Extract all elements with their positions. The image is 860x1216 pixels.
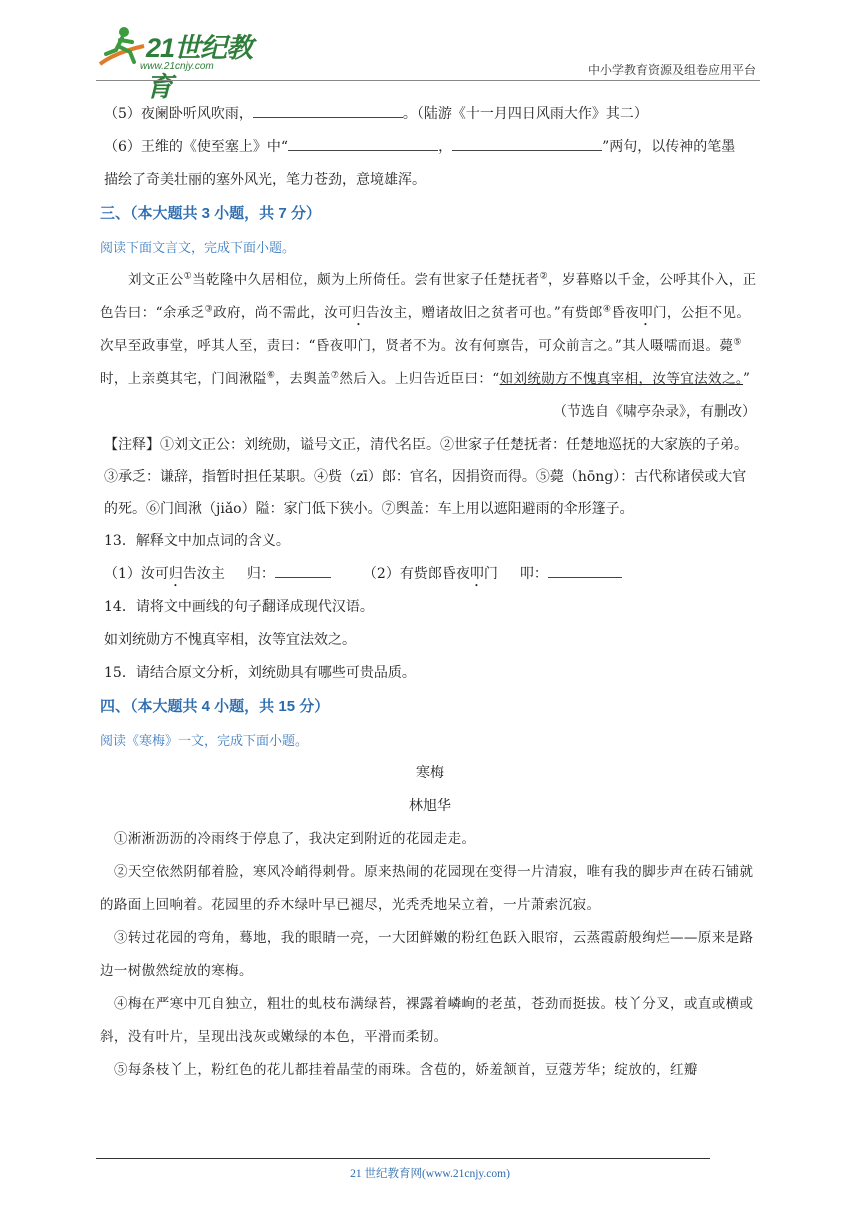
note-mark: ④: [602, 304, 612, 315]
q13b-text: 门: [483, 566, 498, 582]
footer-divider: [96, 1158, 710, 1159]
article-paragraph-3: ③转过花园的弯角，蓦地，我的眼睛一亮，一大团鲜嫩的粉红色跃入眼帘，云蒸霞蔚般绚烂——原来是路边一树傲然绽放的寒梅。: [100, 930, 754, 979]
note-mark: ⑥: [266, 370, 276, 381]
header-divider: [96, 80, 760, 81]
question-5-line: [100, 98, 760, 131]
q13a-text: （1）汝可: [104, 566, 169, 582]
underlined-sentence: 如刘统勋方不愧真宰相，汝等宜法效之。: [499, 371, 744, 387]
passage-text: 告汝主，赠诸故旧之贫者可也。”有赀郎: [365, 305, 603, 321]
note-mark: ⑦: [330, 370, 340, 381]
logo-text: 21世纪教育: [146, 33, 253, 102]
article-paragraph-5: ⑤每条枝丫上，粉红色的花儿都挂着晶莹的雨珠。含苞的，娇羞颔首，豆蔻芳华；绽放的，红瓣: [114, 1062, 698, 1078]
note-mark: ⑤: [733, 337, 742, 348]
q13b-text: （2）有赀郎昏夜: [362, 566, 470, 582]
question-6-line: [100, 131, 760, 164]
passage-text: ，岁暮赂以千金，公呼其仆入，正色告曰：“余承乏: [100, 272, 757, 321]
question-14: 14．请将文中画线的句子翻译成现代汉语。: [104, 599, 374, 615]
q5-source: 。（陆游《十一月四日风雨大作》其二）: [402, 106, 648, 122]
question-15: 15．请结合原文分析，刘统勋具有哪些可贵品质。: [104, 665, 416, 681]
document-body: [100, 98, 760, 1087]
passage-text: ”: [743, 371, 751, 387]
passage-text: 刘文正公: [128, 272, 184, 288]
question-6-line-2: 描绘了奇美壮丽的塞外风光，笔力苍劲，意境雄浑。: [104, 172, 426, 188]
passage-text: 政府，尚不需此，汝可: [213, 305, 353, 321]
section-3-heading: 三、（本大题共 3 小题，共 7 分）: [100, 205, 321, 222]
article-paragraph-4: ④梅在严寒中兀自独立，粗壮的虬枝布满绿苔，裸露着嶙峋的老茧，苍劲而挺拔。枝丫分叉，或直或横或斜，没有叶片，呈现出浅灰或嫩绿的本色，平滑而柔韧。: [100, 996, 754, 1045]
question-13: 13．解释文中加点词的含义。: [104, 533, 290, 549]
passage-source: （节选自《啸亭杂录》，有删改）: [553, 404, 756, 420]
annotation-notes: 【注释】①刘文正公：刘统勋，谥号文正，清代名臣。②世家子任楚抚者：任楚地巡抚的大家族的子弟。③承乏：谦辞，指暂时担任某职。④赀（zī）郎：官名，因捐资而得。⑤薨（hōng）：古代称诸侯或大官的死。⑥门闾湫（jiǎo）隘：家门低下狭小。⑦舆盖：车上用以遮阳避雨的伞形篷子。: [104, 437, 748, 517]
passage-text: 然后入。上归告近臣曰：“: [339, 371, 500, 387]
article-paragraph-2: ②天空依然阴郁着脸，寒风冷峭得刺骨。原来热闹的花园现在变得一片清寂，唯有我的脚步声在砖石铺就的路面上回响着。花园里的乔木绿叶早已褪尽，光秃秃地呆立着，一片萧索沉寂。: [100, 864, 754, 913]
dotted-word: 归: [352, 305, 366, 321]
dotted-word: 叩: [639, 305, 654, 321]
section-4-instruction: 阅读《寒梅》一文，完成下面小题。: [100, 733, 309, 748]
answer-blank: [548, 561, 622, 578]
logo-url: www.21cnjy.com: [140, 61, 214, 72]
q13b-word: 叩：: [519, 566, 548, 582]
note-mark: ①: [183, 271, 193, 282]
q5-text: （5）夜阑卧听风吹雨，: [104, 106, 253, 122]
dotted-word: 叩: [469, 566, 484, 582]
article-author: 林旭华: [409, 798, 451, 814]
q6-text-b: ，: [438, 139, 453, 155]
answer-blank: [253, 101, 403, 118]
q6-text-c: ”两句，以传神的笔墨: [602, 139, 736, 155]
section-3-instruction: 阅读下面文言文，完成下面小题。: [100, 240, 296, 255]
note-mark: ②: [539, 271, 549, 282]
article-title: 寒梅: [416, 765, 444, 781]
passage-text: ，去舆盖: [275, 371, 331, 387]
q13a-text: 告汝主: [182, 566, 225, 582]
dotted-word: 归: [168, 566, 183, 582]
answer-blank: [452, 134, 602, 151]
section-4-heading: 四、（本大题共 4 小题，共 15 分）: [100, 698, 330, 715]
passage-text: 时，上亲奠其宅，门闾湫隘: [100, 371, 267, 387]
q6-text-a: （6）王维的《使至塞上》中“: [104, 139, 289, 155]
page-footer: 21 世纪教育网(www.21cnjy.com): [350, 1168, 510, 1180]
note-mark: ③: [204, 304, 214, 315]
site-logo: [94, 24, 264, 102]
page-header: [0, 0, 860, 102]
passage-text: 门，公拒不见。次早至政事堂，呼其人至，责曰：“昏夜叩门，贤者不为。汝有何禀告，可众前言之。”其人嗫嚅而退。薨: [100, 305, 751, 354]
q13a-word: 归：: [246, 566, 275, 582]
classical-passage: [100, 264, 760, 396]
answer-blank: [275, 561, 331, 578]
article-paragraph-1: ①淅淅沥沥的冷雨终于停息了，我决定到附近的花园走走。: [114, 831, 476, 847]
question-13-items: [100, 558, 760, 591]
answer-blank: [288, 134, 438, 151]
header-tagline: 中小学教育资源及组卷应用平台: [587, 63, 756, 77]
passage-text: 昏夜: [611, 305, 640, 321]
passage-text: 当乾隆中久居相位，颇为上所倚任。尝有世家子任楚抚者: [192, 272, 540, 288]
question-14-sentence: 如刘统勋方不愧真宰相，汝等宜法效之。: [104, 632, 356, 648]
